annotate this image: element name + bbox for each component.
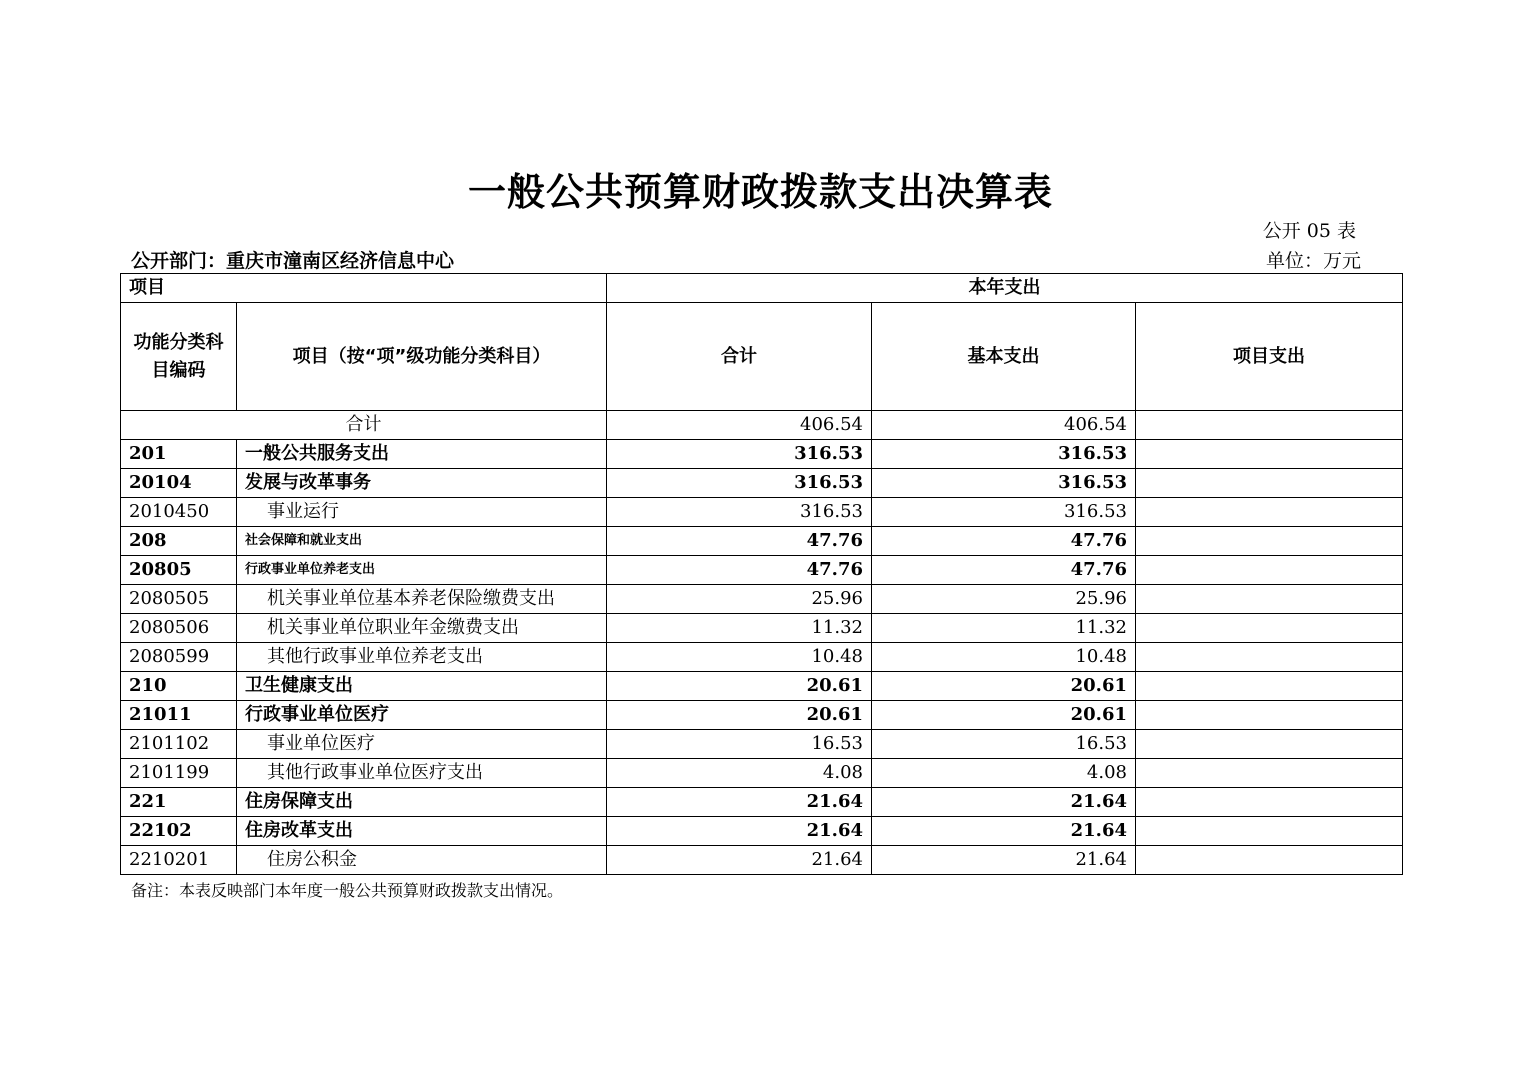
code-cell: 2080505	[121, 585, 237, 614]
table-row	[121, 672, 1403, 701]
total-cell: 47.76	[607, 556, 872, 585]
code-cell: 210	[121, 672, 237, 701]
header-code: 功能分类科目编码	[121, 303, 237, 411]
table-row	[121, 440, 1403, 469]
project-cell	[1136, 469, 1403, 498]
basic-cell: 16.53	[872, 730, 1136, 759]
table-row	[121, 585, 1403, 614]
project-cell	[1136, 585, 1403, 614]
code-cell: 20805	[121, 556, 237, 585]
table-row	[121, 846, 1403, 875]
code-cell: 2080599	[121, 643, 237, 672]
total-cell: 316.53	[607, 440, 872, 469]
name-cell: 行政事业单位养老支出	[237, 556, 607, 585]
total-cell: 20.61	[607, 701, 872, 730]
header-project: 项目支出	[1136, 303, 1403, 411]
basic-cell: 11.32	[872, 614, 1136, 643]
total-row	[121, 411, 1403, 440]
name-cell: 住房保障支出	[237, 788, 607, 817]
total-cell: 11.32	[607, 614, 872, 643]
code-cell: 208	[121, 527, 237, 556]
name-cell: 社会保障和就业支出	[237, 527, 607, 556]
code-cell: 21011	[121, 701, 237, 730]
total-cell: 10.48	[607, 643, 872, 672]
page-title: 一般公共预算财政拨款支出决算表	[467, 169, 1053, 214]
basic-cell: 47.76	[872, 556, 1136, 585]
basic-cell: 47.76	[872, 527, 1136, 556]
table-row	[121, 556, 1403, 585]
basic-cell: 316.53	[872, 469, 1136, 498]
table-row	[121, 498, 1403, 527]
basic-cell: 21.64	[872, 846, 1136, 875]
project-cell	[1136, 643, 1403, 672]
total-cell: 16.53	[607, 730, 872, 759]
project-cell	[1136, 440, 1403, 469]
table-row	[121, 759, 1403, 788]
basic-cell: 20.61	[872, 672, 1136, 701]
table-row	[121, 469, 1403, 498]
header-current-year: 本年支出	[607, 274, 1403, 303]
code-cell: 2101102	[121, 730, 237, 759]
name-cell: 住房改革支出	[237, 817, 607, 846]
name-cell: 行政事业单位医疗	[237, 701, 607, 730]
header-item: 项目	[121, 274, 607, 303]
total-cell: 316.53	[607, 469, 872, 498]
project-cell	[1136, 701, 1403, 730]
basic-cell: 20.61	[872, 701, 1136, 730]
table-row	[121, 788, 1403, 817]
total-cell: 21.64	[607, 788, 872, 817]
basic-cell: 21.64	[872, 788, 1136, 817]
header-basic: 基本支出	[872, 303, 1136, 411]
basic-cell: 4.08	[872, 759, 1136, 788]
name-cell: 发展与改革事务	[237, 469, 607, 498]
name-cell: 事业单位医疗	[237, 730, 607, 759]
table-row	[121, 817, 1403, 846]
header-row-2	[121, 303, 1403, 411]
code-cell: 2010450	[121, 498, 237, 527]
table-row	[121, 527, 1403, 556]
project-cell	[1136, 556, 1403, 585]
code-cell: 201	[121, 440, 237, 469]
project-cell	[1136, 730, 1403, 759]
project-cell	[1136, 759, 1403, 788]
code-cell: 221	[121, 788, 237, 817]
table-row	[121, 643, 1403, 672]
total-cell: 316.53	[607, 498, 872, 527]
name-cell: 一般公共服务支出	[237, 440, 607, 469]
code-cell: 22102	[121, 817, 237, 846]
project-cell	[1136, 846, 1403, 875]
total-project	[1136, 411, 1403, 440]
footnote: 备注：本表反映部门本年度一般公共预算财政拨款支出情况。	[131, 881, 564, 900]
name-cell: 机关事业单位基本养老保险缴费支出	[237, 585, 607, 614]
total-cell: 21.64	[607, 817, 872, 846]
code-cell: 2101199	[121, 759, 237, 788]
basic-cell: 21.64	[872, 817, 1136, 846]
code-cell: 20104	[121, 469, 237, 498]
basic-cell: 25.96	[872, 585, 1136, 614]
total-cell: 25.96	[607, 585, 872, 614]
total-cell: 20.61	[607, 672, 872, 701]
name-cell: 卫生健康支出	[237, 672, 607, 701]
name-cell: 住房公积金	[237, 846, 607, 875]
project-cell	[1136, 498, 1403, 527]
basic-cell: 316.53	[872, 440, 1136, 469]
department-label: 公开部门：重庆市潼南区经济信息中心	[131, 250, 455, 272]
total-cell: 47.76	[607, 527, 872, 556]
form-number: 公开 05 表	[1262, 220, 1356, 242]
project-cell	[1136, 817, 1403, 846]
project-cell	[1136, 788, 1403, 817]
project-cell	[1136, 672, 1403, 701]
total-cell: 4.08	[607, 759, 872, 788]
project-cell	[1136, 527, 1403, 556]
header-total: 合计	[607, 303, 872, 411]
name-cell: 其他行政事业单位医疗支出	[237, 759, 607, 788]
table-row	[121, 730, 1403, 759]
table-row	[121, 701, 1403, 730]
project-cell	[1136, 614, 1403, 643]
name-cell: 其他行政事业单位养老支出	[237, 643, 607, 672]
basic-cell: 316.53	[872, 498, 1136, 527]
name-cell: 机关事业单位职业年金缴费支出	[237, 614, 607, 643]
expenditure-table	[120, 273, 1403, 875]
name-cell: 事业运行	[237, 498, 607, 527]
total-label: 合计	[121, 411, 607, 440]
unit-label: 单位：万元	[1265, 250, 1361, 272]
total-basic: 406.54	[872, 411, 1136, 440]
header-name: 项目（按“项”级功能分类科目）	[237, 303, 607, 411]
code-cell: 2210201	[121, 846, 237, 875]
total-total: 406.54	[607, 411, 872, 440]
total-cell: 21.64	[607, 846, 872, 875]
header-row-1	[121, 274, 1403, 303]
table-row	[121, 614, 1403, 643]
basic-cell: 10.48	[872, 643, 1136, 672]
code-cell: 2080506	[121, 614, 237, 643]
